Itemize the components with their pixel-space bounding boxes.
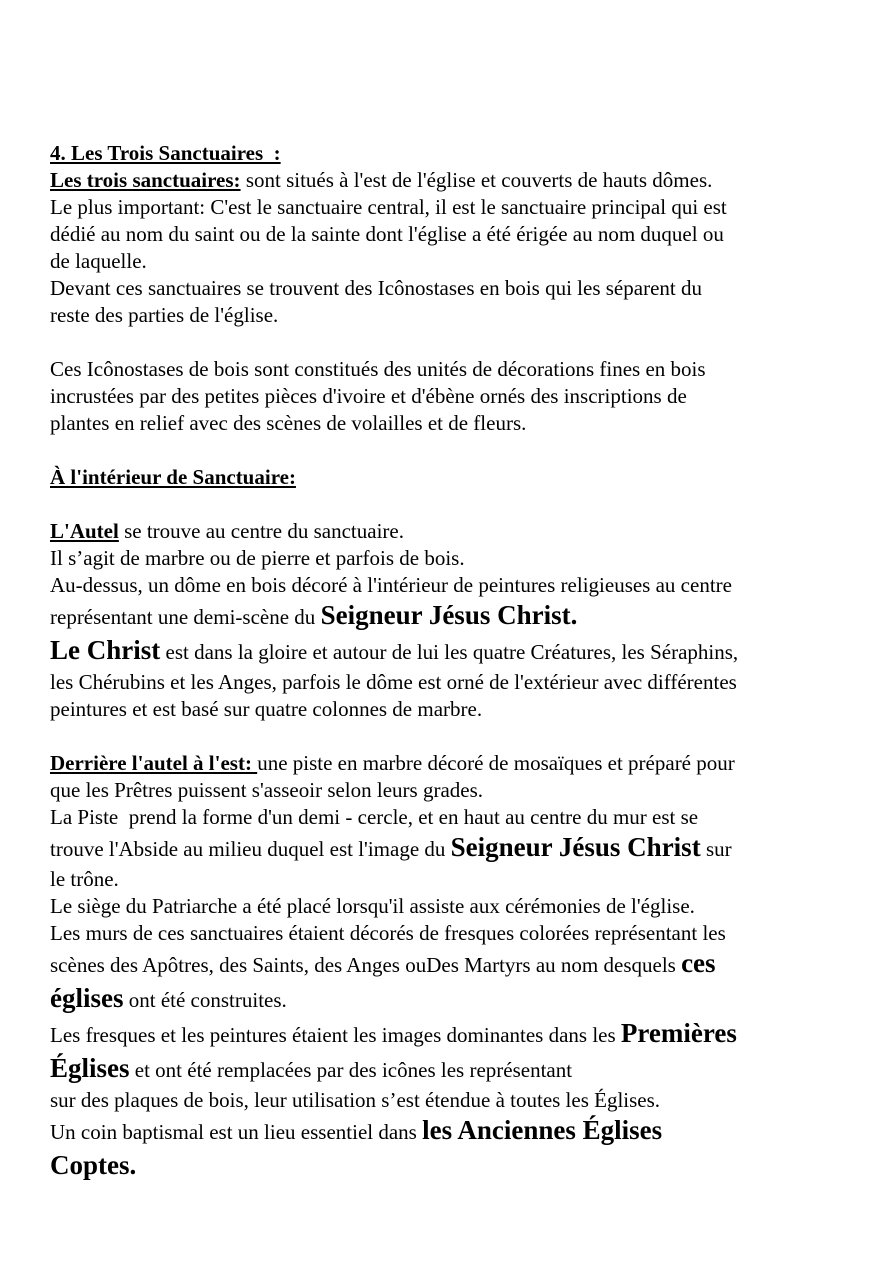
text-run: peintures et est basé sur quatre colonnes de marbre.	[50, 697, 483, 721]
text-run: incrustées par des petites pièces d'ivoire et d'ébène ornés des inscriptions de	[50, 384, 687, 408]
text-run: À l'intérieur de Sanctuaire:	[50, 465, 296, 489]
text-line	[50, 167, 854, 194]
text-run: Derrière l'autel à l'est:	[50, 751, 258, 775]
text-run: Coptes.	[50, 1150, 137, 1180]
text-line	[50, 275, 854, 302]
blank-line	[50, 437, 854, 464]
blank-line	[50, 723, 854, 750]
text-run: Les murs de ces sanctuaires étaient décorés de fresques colorées représentant les	[50, 921, 726, 945]
text-run: et ont été remplacées par des icônes les représentant	[129, 1058, 573, 1082]
text-line	[50, 893, 854, 920]
text-run: églises	[50, 983, 124, 1013]
text-line	[50, 1149, 854, 1184]
text-line	[50, 545, 854, 572]
text-run: Le Christ	[50, 635, 161, 665]
text-line	[50, 1052, 854, 1087]
text-run: Seigneur Jésus Christ.	[320, 600, 578, 630]
text-run: sur des plaques de bois, leur utilisation s’est étendue à toutes les Églises.	[50, 1088, 661, 1112]
text-run: représentant une demi-scène du	[50, 605, 321, 629]
text-line	[50, 1017, 854, 1052]
text-run: Au-dessus, un dôme en bois décoré à l'intérieur de peintures religieuses au centre	[50, 573, 732, 597]
text-run: La Piste prend la forme d'un demi - cercle, et en haut au centre du mur est se	[50, 805, 699, 829]
text-run: Premières	[620, 1018, 737, 1048]
text-line	[50, 750, 854, 777]
text-line	[50, 410, 854, 437]
blank-line	[50, 491, 854, 518]
text-run: Ces Icônostases de bois sont constitués des unités de décorations fines en bois	[50, 357, 706, 381]
text-run: Le plus important: C'est le sanctuaire central, il est le sanctuaire principal qui est	[50, 195, 727, 219]
text-run: scènes des Apôtres, des Saints, des Anges ouDes Martyrs au nom desquels	[50, 953, 682, 977]
text-line	[50, 572, 854, 599]
text-line	[50, 464, 854, 491]
text-run: trouve l'Abside au milieu duquel est l'image du	[50, 837, 451, 861]
text-run: une piste en marbre décoré de mosaïques et préparé pour	[257, 751, 735, 775]
text-line	[50, 302, 854, 329]
text-line	[50, 1114, 854, 1149]
text-run: que les Prêtres puissent s'asseoir selon leurs grades.	[50, 778, 484, 802]
text-line	[50, 518, 854, 545]
text-run: Un coin baptismal est un lieu essentiel dans	[50, 1120, 423, 1144]
text-line	[50, 634, 854, 669]
text-line	[50, 221, 854, 248]
text-run: se trouve au centre du sanctuaire.	[118, 519, 404, 543]
text-line	[50, 982, 854, 1017]
text-run: Il s’agit de marbre ou de pierre et parfois de bois.	[50, 546, 465, 570]
text-line	[50, 777, 854, 804]
text-run: Les trois sanctuaires:	[50, 168, 241, 192]
text-line	[50, 947, 854, 982]
text-line	[50, 599, 854, 634]
text-run: est dans la gloire et autour de lui les quatre Créatures, les Séraphins,	[160, 640, 739, 664]
text-line	[50, 1087, 854, 1114]
text-line	[50, 194, 854, 221]
text-run: Les fresques et les peintures étaient les images dominantes dans les	[50, 1023, 621, 1047]
text-run: Églises	[50, 1053, 130, 1083]
text-run: le trône.	[50, 867, 119, 891]
text-run: reste des parties de l'église.	[50, 303, 279, 327]
text-line	[50, 920, 854, 947]
text-run: plantes en relief avec des scènes de volailles et de fleurs.	[50, 411, 527, 435]
text-run: dédié au nom du saint ou de la sainte dont l'église a été érigée au nom duquel ou	[50, 222, 724, 246]
text-line	[50, 804, 854, 831]
text-run: Seigneur Jésus Christ	[450, 832, 701, 862]
text-run: 4. Les Trois Sanctuaires :	[50, 141, 281, 165]
text-line	[50, 356, 854, 383]
text-line	[50, 383, 854, 410]
text-line	[50, 696, 854, 723]
text-run: ont été construites.	[123, 988, 287, 1012]
text-run: de laquelle.	[50, 249, 147, 273]
text-run: sont situés à l'est de l'église et couverts de hauts dômes.	[240, 168, 713, 192]
text-run: Devant ces sanctuaires se trouvent des Icônostases en bois qui les séparent du	[50, 276, 702, 300]
text-line	[50, 248, 854, 275]
text-line	[50, 831, 854, 866]
text-run: les Chérubins et les Anges, parfois le dôme est orné de l'extérieur avec différentes	[50, 670, 737, 694]
text-run: Le siège du Patriarche a été placé lorsqu'il assiste aux cérémonies de l'église.	[50, 894, 695, 918]
text-run: sur	[700, 837, 732, 861]
text-line	[50, 140, 854, 167]
blank-line	[50, 329, 854, 356]
text-line	[50, 669, 854, 696]
text-run: ces	[681, 948, 716, 978]
text-run: L'Autel	[50, 519, 119, 543]
text-run: les Anciennes Églises	[422, 1115, 663, 1145]
text-line	[50, 866, 854, 893]
